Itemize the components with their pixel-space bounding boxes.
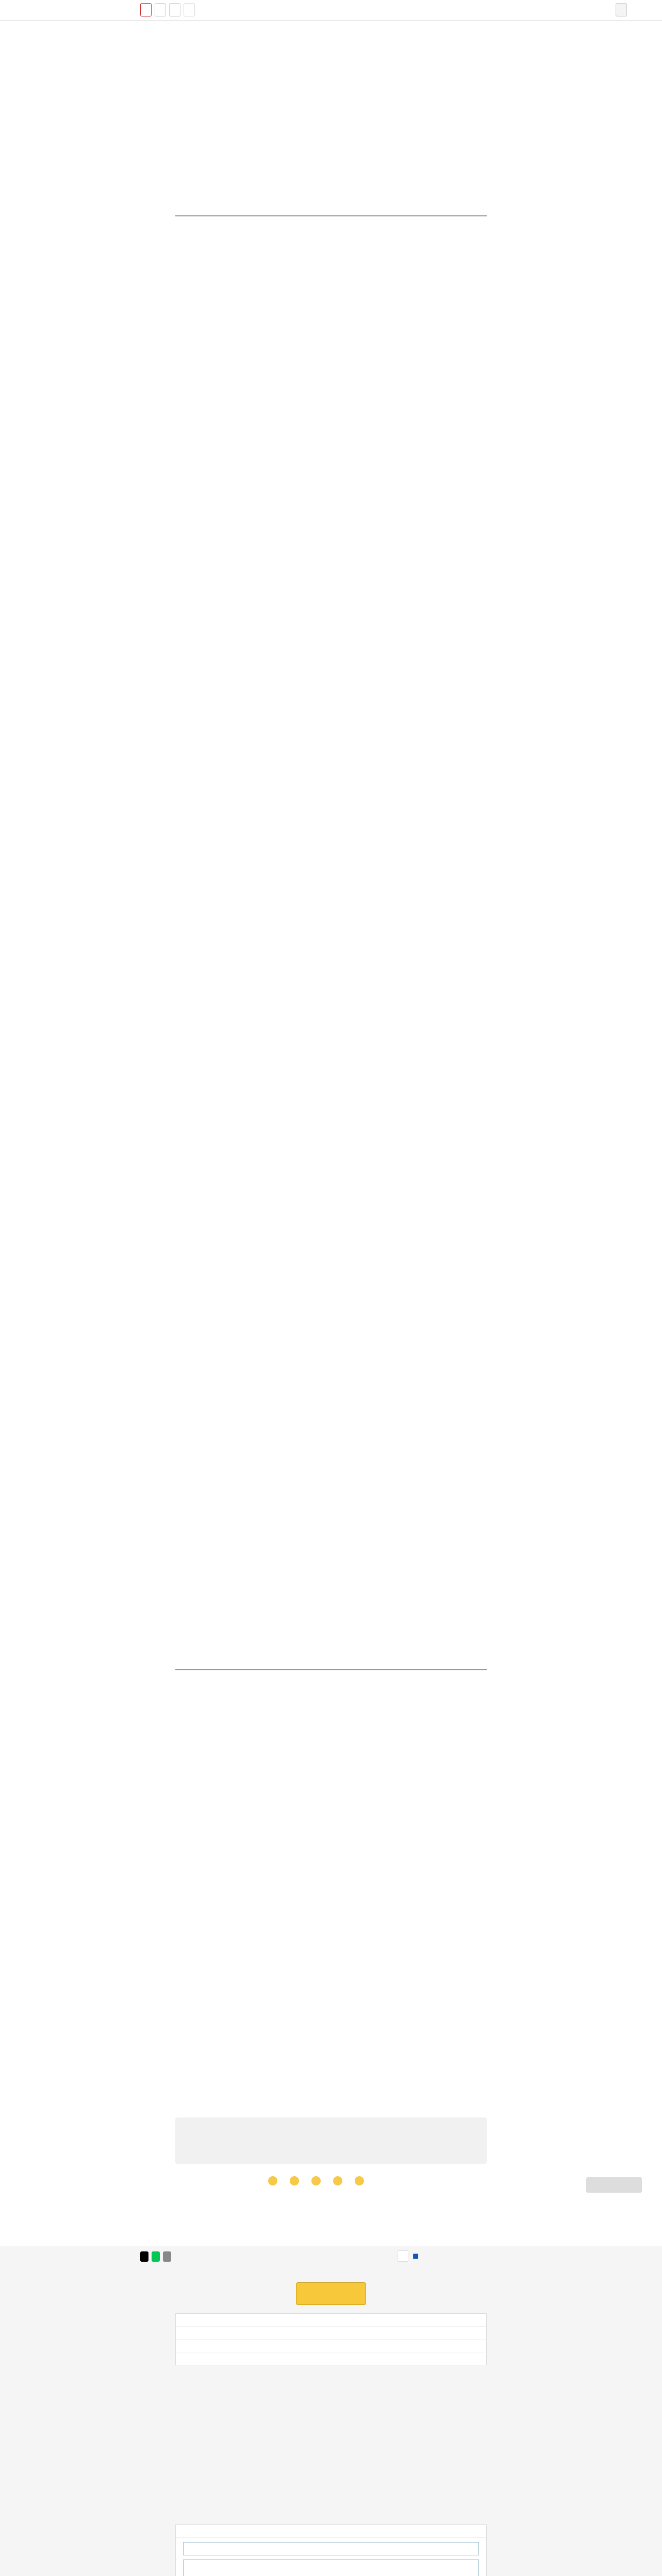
reaction-button[interactable] [333, 2176, 344, 2185]
alphapolis-banner[interactable] [296, 2282, 366, 2305]
review-form [175, 2524, 487, 2576]
review-textarea[interactable] [183, 2560, 479, 2576]
top-bar [0, 0, 662, 21]
name-field[interactable] [183, 2542, 479, 2555]
reaction-button[interactable] [355, 2176, 366, 2185]
reaction-icon [268, 2176, 277, 2185]
bookmark-link[interactable]: ■ [412, 2252, 419, 2260]
reaction-row [268, 2176, 366, 2185]
review-form-head [176, 2525, 486, 2538]
reviews-head [176, 2314, 486, 2327]
x-post-button[interactable] [140, 2251, 148, 2262]
body-section-2 [175, 943, 487, 968]
afterword [175, 1685, 487, 1697]
review-item [176, 2327, 486, 2340]
series-info [151, 53, 511, 63]
works-info-button[interactable] [155, 3, 166, 16]
bookmark-row [397, 2250, 419, 2262]
bookmark-add-button[interactable] [397, 2250, 408, 2262]
reaction-button[interactable] [290, 2176, 301, 2185]
review-item [176, 2352, 486, 2365]
reviews-panel [175, 2313, 487, 2365]
reaction-icon [311, 2176, 321, 2185]
bookmark-add-button[interactable] [184, 3, 195, 16]
url-copy-button[interactable] [163, 2251, 171, 2262]
share-buttons [140, 2251, 171, 2262]
divider [175, 1669, 487, 1670]
review-item [176, 2340, 486, 2352]
write-review-button[interactable] [616, 3, 627, 16]
body-section-1 [175, 232, 487, 380]
reaction-icon [355, 2176, 364, 2185]
body-section-3 [175, 1360, 487, 1385]
reaction-icon [333, 2176, 342, 2185]
rating-stars[interactable] [175, 2117, 487, 2124]
reaction-button[interactable] [311, 2176, 323, 2185]
reaction-button[interactable] [268, 2176, 279, 2185]
line-share-button[interactable] [152, 2251, 160, 2262]
rating-box [175, 2117, 487, 2164]
page-top-button[interactable] [586, 2177, 642, 2193]
divider [175, 215, 487, 216]
reaction-icon [290, 2176, 299, 2185]
review-button[interactable] [169, 3, 180, 16]
login-button[interactable] [140, 3, 152, 16]
